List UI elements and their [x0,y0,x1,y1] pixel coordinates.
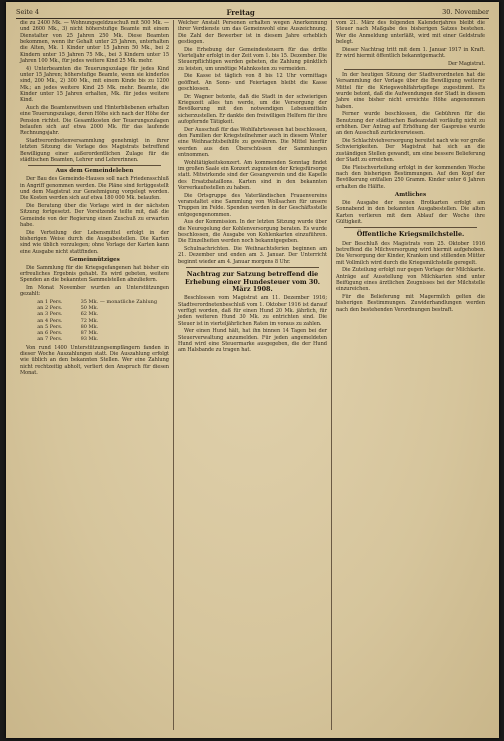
paragraph: Der Beschluß des Magistrats vom 25. Oktober 1916 betreffend die Milchversorgung wird hiermit aufgehoben. Die Versorgung der Kinder, Kranken und stillenden Mütter mit Vollmilch wird durch die Kriegsmilchstelle geregelt. [336,240,485,266]
paragraph: Die Zuteilung erfolgt nur gegen Vorlage der Milchkarte. Anträge auf Ausstellung von Milchkarten sind unter Beifügung eines ärztlichen Zeugnisses bei der Milchstelle einzureichen. [336,267,485,293]
section-heading: Gemeinnütziges [69,256,120,263]
table-cell: an 3 Pers. [37,311,63,318]
payment-table [20,299,169,342]
paragraph: Auch die Beamtenwitwen und Hinterbliebenen erhalten eine Teuerungszulage, deren Höhe sich nach der Höhe der Pension richtet. Die Gesamtkosten der Teuerungszulagen belaufen sich auf etwa 2000 Mk. für das laufende Rechnungsjahr. [20,105,169,137]
paragraph: Die Ortsgruppe des Vaterländischen Frauenvereins veranstaltet eine Sammlung von Wollsachen für unsere Truppen im Felde. Spenden werden in der Geschäftsstelle entgegengenommen. [178,192,327,218]
divider [344,227,477,228]
paragraph: Für die Belieferung mit Magermilch gelten die bisherigen Bestimmungen. Zuwiderhandlungen werden nach den bestehenden Verordnungen bestraft. [336,294,485,313]
table-cell: an 1 Pers. [37,299,63,306]
paragraph: Die Fleischverteilung erfolgt in der kommenden Woche nach den bisherigen Bestimmungen. Auf den Kopf der Bevölkerung entfallen 250 Gramm. Kinder unter 6 Jahren erhalten die Hälfte. [336,164,485,190]
page-header [16,6,489,19]
paragraph: Dr. Wagner betonte, daß die Stadt in der schwierigen Kriegszeit alles tun werde, um die Versorgung der Bevölkerung mit den notwendigen Lebensmitteln sicherzustellen. Er dankte den freiwilligen Helfern für ihre aufopfernde Tätigkeit. [178,93,327,126]
paragraph: Die Verteilung der Lebensmittel erfolgt in der bisherigen Weise durch die Ausgabestellen. Die Karten sind wie üblich vorzulegen; ohne Vorlage der Karten kann eine Ausgabe nicht stattfinden. [20,229,169,255]
paragraph: Stadtverordnetenversammlung genehmigt in ihrer letzten Sitzung die Vorlage des Magistrats betreffend Bewilligung einer außerordentlichen Zulage für die städtischen Beamten, Lehrer und Lehrerinnen. [20,138,169,164]
paragraph: Die Erhebung der Gemeindesteuern für das dritte Vierteljahr erfolgt in der Zeit vom 1. bis 15. Dezember. Die Steuerpflichtigen werden gebeten, die Zahlung pünktlich zu leisten, um unnötige Mahnkosten zu vermeiden. [178,46,327,72]
divider [28,165,161,166]
divider [186,267,319,268]
paragraph: Der Ausschuß für das Wohlfahrtswesen hat beschlossen, den Familien der Kriegsteilnehmer auch in diesem Winter eine Weihnachtsbeihilfe zu gewähren. Die Mittel hierfür werden aus den Überschüssen der Sammlungen entnommen. [178,126,327,159]
table-cell: 62 Mk. [80,311,99,318]
table-cell: 93 Mk. [80,336,99,343]
signature-line: Der Magistrat. [447,60,485,67]
paragraph: Die Ausgabe der neuen Brotkarten erfolgt am Sonnabend in den bekannten Ausgabestellen. Die alten Karten verlieren mit dem Ablauf der Woche ihre Gültigkeit. [336,199,485,225]
paragraph: Dieser Nachtrag tritt mit dem 1. Januar 1917 in Kraft. Er wird hiermit öffentlich bekanntgemacht. [336,46,485,60]
paragraph: die zu 2400 Mk. — Wohnungsgeldzuschuß mit 500 Mk. — und 2600 Mk., 3) nicht höherstufige Beamte mit einem Dienstalter von 25 Jahren 250 Mk. Diese Beamten bekommen, wenn ihr Gehalt unter 25 Jahren, unterhalten die Alten, Mk. 1 Kinder unter 15 Jahren 50 Mk., bei 2 Kindern unter 15 Jahren 75 Mk., bei 3 Kindern unter 15 Jahren 100 Mk., für jedes weitere Kind 25 Mk. mehr. [20,20,169,65]
table-cell: an 6 Pers. [37,330,63,337]
article-columns [16,20,489,730]
section-heading: Aus dem Gemeindeleben [55,168,134,175]
table-row [20,336,169,342]
column-3 [332,20,489,730]
paragraph: Im Monat November wurden an Unterstützungen gezahlt: [20,285,169,298]
paragraph: Ferner wurde beschlossen, die Gebühren für die Benutzung der städtischen Badeanstalt vorläufig nicht zu erhöhen. Der Antrag auf Erhöhung der Gaspreise wurde an den Ausschuß zurückverwiesen. [336,111,485,137]
section-heading: Amtliches [394,192,427,199]
section-heading: Öffentliche Kriegsmilchstelle. [356,230,465,239]
paragraph: Von rund 1400 Unterstützungsempfängern fanden in dieser Woche Auszahlungen statt. Die Auszahlung erfolgt wie üblich an den bekannten Stellen. Wer eine Zahlung nicht rechtzeitig abholt, verliert den Anspruch für diesen Monat. [20,344,169,376]
paragraph: In der heutigen Sitzung der Stadtverordneten hat die Versammlung der Vorlage über die Bewilligung weiterer Mittel für die Kriegswohlfahrtspflege zugestimmt. Es wurde betont, daß die Aufwendungen der Stadt in diesem Jahre eine bisher nicht erreichte Höhe angenommen haben. [336,72,485,110]
table-cell: an 7 Pers. [37,336,63,343]
paragraph: vom 21. März des folgenden Kalenderjahres bleibt die Steuer nach Maßgabe des bisherigen Satzes bestehen. Wer die Anmeldung unterläßt, wird mit einer Geldstrafe belegt. [336,20,485,46]
paragraph: Welcher Anstalt Personen erhalten wegen Anerkennung ihrer Verdienste um das Gemeinwohl eine Auszeichnung. Die Zahl der Bewerber ist in diesem Jahre erheblich gestiegen. [178,20,327,46]
paragraph: Wohltätigkeitskonzert. Am kommenden Sonntag findet im großen Saale ein Konzert zugunsten der Kriegsfürsorge statt. Mitwirkende sind der Gesangverein und die Kapelle des Ersatzbataillons. Karten sind in den bekannten Vorverkaufsstellen zu haben. [178,159,327,192]
table-cell: an 5 Pers. [37,323,63,330]
table-cell: an 2 Pers. [37,305,63,312]
issue-date: 30. November [442,8,489,16]
table-cell: 80 Mk. [80,323,99,330]
table-cell: an 4 Pers. [37,317,63,324]
section-heading: Nachtrag zur Satzung betreffend die Erhebung einer Hundesteuer vom 30. März 1908. [184,270,321,293]
paragraph: Wer einen Hund hält, hat ihn binnen 14 Tagen bei der Steuerverwaltung anzumelden. Für jeden angemeldeten Hund wird eine Steuermarke ausgegeben, die der Hund am Halsbande zu tragen hat. [178,328,327,354]
column-2 [174,20,332,730]
column-1 [16,20,174,730]
table-cell: 50 Mk. [80,305,99,312]
paragraph: 4) Unterbeamten die Teuerungszulage für jedes Kind unter 15 Jahren; höherstufige Beamte, wenn sie kinderlos sind, 200 Mk., 2) 300 Mk., mit einem Kinde bis zu 1200 Mk.; an jedes weitere Kind 25 Mk. mehr. Beamte, die Kinder unter 15 Jahren erhalten, Mk. für jedes weitere Kind. [20,65,169,104]
table-cell: 35 Mk. — monatliche Zahlung [80,299,158,306]
newspaper-page [6,2,499,738]
paragraph: Beschlossen vom Magistrat am 11. Dezember 1916; Stadtverordnetenbeschluß vom 1. Oktober 1916 ist darauf verfügt worden, daß für einen Hund 20 Mk. jährlich, für jeden weiteren Hund 30 Mk. zu entrichten sind. Die Steuer ist in vierteljährlichen Raten im voraus zu zahlen. [178,295,327,327]
paragraph: Der Bau des Gemeinde-Hauses soll nach Friedensschluß in Angriff genommen werden. Die Pläne sind fertiggestellt und dem Magistrat zur Genehmigung vorgelegt worden. Die Kosten werden sich auf etwa 180 000 Mk. belaufen. [20,176,169,202]
paragraph: Die Sammlung für die Kriegsgefangenen hat bisher ein erfreuliches Ergebnis gehabt. Es wird gebeten, weitere Spenden an die bekannten Sammelstellen abzuliefern. [20,264,169,284]
paragraph: Die Schlachtviehversorgung bereitet nach wie vor große Schwierigkeiten. Der Magistrat hat sich an die zuständigen Stellen gewandt, um eine bessere Belieferung der Stadt zu erreichen. [336,138,485,164]
divider [344,69,477,70]
paragraph: Die Beratung über die Vorlage wird in der nächsten Sitzung fortgesetzt. Der Vorsitzende teilte mit, daß die Gemeinde von der Regierung einen Zuschuß zu erwarten habe. [20,202,169,228]
paragraph: Die Kasse ist täglich von 8 bis 12 Uhr vormittags geöffnet. An Sonn- und Feiertagen bleibt die Kasse geschlossen. [178,73,327,93]
table-cell: 87 Mk. [80,330,99,337]
paragraph: Schulnachrichten. Die Weihnachtsferien beginnen am 21. Dezember und enden am 3. Januar. Der Unterricht beginnt wieder am 4. Januar morgens 8 Uhr. [178,246,327,265]
table-cell: 72 Mk. [80,317,99,324]
paragraph: Aus der Kommission. In der letzten Sitzung wurde über die Neuregelung der Kohlenversorgung beraten. Es wurde beschlossen, die Ausgabe von Kohlenkarten einzuführen. Die Einzelheiten werden noch bekanntgegeben. [178,219,327,245]
page-number: Seite 4 [16,8,40,16]
weekday: Freitag [226,7,255,17]
